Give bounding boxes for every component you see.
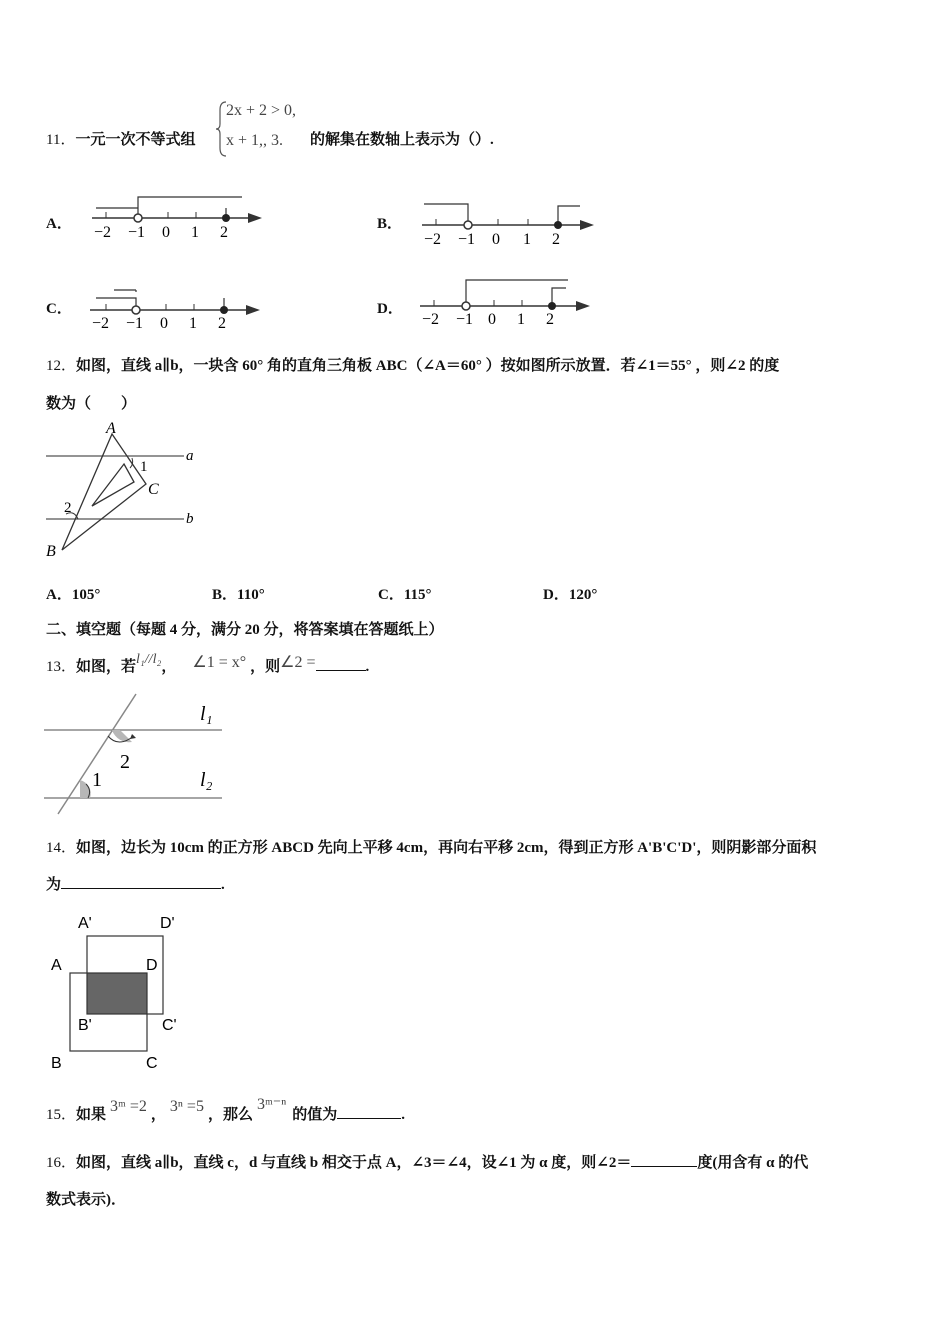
label-C: C xyxy=(146,1055,158,1072)
q13-number: 13． xyxy=(46,659,77,675)
q11-suffix: 的解集在数轴上表示为（）. xyxy=(310,132,494,148)
tick-label: 2 xyxy=(546,311,554,328)
q14-end: . xyxy=(221,877,225,893)
q11-option-d-number-line xyxy=(418,274,598,330)
q11-option-a-number-line xyxy=(90,192,270,242)
tick-label: −1 xyxy=(458,231,476,248)
q11-option-b-label[interactable]: B． xyxy=(377,216,403,232)
q13-comma: ， xyxy=(161,659,177,675)
q16-line2: 数式表示)． xyxy=(46,1192,126,1208)
q12-option-d-value: 120° xyxy=(568,587,598,603)
q11-option-a-label[interactable]: A． xyxy=(46,216,72,232)
q11-system-line1: 2x + 2 > 0, xyxy=(226,102,297,119)
label-B: B xyxy=(46,543,56,560)
q12-option-b[interactable] xyxy=(212,583,265,604)
q11-option-d-label[interactable]: D． xyxy=(377,301,403,317)
q14-answer-blank[interactable] xyxy=(61,874,221,889)
tick-label: −2 xyxy=(92,315,110,332)
q15-number: 15． xyxy=(46,1107,77,1123)
q16-number: 16． xyxy=(46,1155,77,1171)
tick-label: 0 xyxy=(160,315,168,332)
tick-label: 0 xyxy=(488,311,496,328)
tick-label: −2 xyxy=(424,231,442,248)
label-1: 1 xyxy=(140,459,148,475)
q13-cond2: ∠1 = x° xyxy=(192,654,247,671)
label-C-prime: C' xyxy=(162,1017,177,1034)
label-b: b xyxy=(186,511,194,527)
q12-option-d[interactable] xyxy=(543,583,597,604)
q12-option-a-value: 105° xyxy=(71,587,101,603)
q11-number: 11． xyxy=(46,132,76,148)
tick-label: 2 xyxy=(220,224,228,241)
tick-label: 2 xyxy=(552,231,560,248)
q15-comma: ， xyxy=(150,1107,166,1123)
q16-suffix: 度(用含有 α 的代 xyxy=(697,1155,809,1171)
q14-prefix: 为 xyxy=(46,877,62,893)
q11-prefix: 一元一次不等式组 xyxy=(75,132,196,148)
q14-number: 14． xyxy=(46,840,77,856)
q12-number: 12． xyxy=(46,358,77,374)
tick-label: 0 xyxy=(492,231,500,248)
q13-text xyxy=(46,652,370,676)
q14-figure xyxy=(46,908,196,1076)
section-heading: 二、填空题（每题 4 分，满分 20 分，将答案填在答题纸上） xyxy=(46,622,444,638)
label-D-prime: D' xyxy=(160,915,175,932)
q14-stem: 如图，边长为 10cm 的正方形 ABCD 先向上平移 4cm，再向右平移 2cm，得到正方形 A'B'C'D'，则阴影部分面积 xyxy=(76,840,817,856)
q15-expr1: 3ᵐ =2 xyxy=(110,1098,147,1115)
q11-option-c-number-line xyxy=(88,284,268,334)
tick-label: −2 xyxy=(422,311,440,328)
q12-option-d-label: D． xyxy=(543,587,569,603)
label-A-prime: A' xyxy=(78,915,92,932)
q12-line2: 数为（ ） xyxy=(46,396,137,412)
q13-mid: ，则 xyxy=(250,659,281,675)
label-A: A xyxy=(51,957,62,974)
label-B: B xyxy=(51,1055,62,1072)
q15-answer-blank[interactable] xyxy=(337,1104,401,1119)
q11-option-b-number-line xyxy=(420,198,600,248)
label-2: 2 xyxy=(120,751,130,773)
q13-end: . xyxy=(365,659,370,675)
q12-stem: 如图，直线 a∥b，一块含 60° 角的直角三角板 ABC（∠A＝60° ）按如图所示放置．若∠1＝55° ，则∠2 的度 xyxy=(76,358,780,374)
q11-text xyxy=(46,128,195,149)
q15-text xyxy=(46,1096,406,1124)
label-B-prime: B' xyxy=(78,1017,92,1034)
q14-line2 xyxy=(46,873,225,894)
q13-figure xyxy=(44,692,234,818)
q11-system-line2: x + 1,, 3. xyxy=(226,132,284,149)
tick-label: −1 xyxy=(128,224,146,241)
q15-end: . xyxy=(401,1107,406,1123)
tick-label: 1 xyxy=(523,231,531,248)
q12-line1 xyxy=(46,354,779,375)
q13-answer-blank[interactable] xyxy=(316,656,366,671)
q12-option-b-label: B． xyxy=(212,587,238,603)
label-a: a xyxy=(186,448,194,464)
q15-suffix: 的值为 xyxy=(292,1107,338,1123)
q15-mid: ，那么 xyxy=(207,1107,253,1123)
q14-line1 xyxy=(46,836,816,857)
q16-stem: 如图，直线 a∥b，直线 c，d 与直线 b 相交于点 A，∠3＝∠4，设∠1 为 α 度，则∠2＝ xyxy=(76,1155,632,1171)
q15-expr2: 3ⁿ =5 xyxy=(169,1098,204,1115)
q12-option-a[interactable] xyxy=(46,583,100,604)
q12-option-c-label: C． xyxy=(378,587,404,603)
q16-line1 xyxy=(46,1151,808,1172)
tick-label: 1 xyxy=(189,315,197,332)
label-D: D xyxy=(146,957,158,974)
tick-label: 1 xyxy=(517,311,525,328)
tick-label: 0 xyxy=(162,224,170,241)
tick-label: 2 xyxy=(218,315,226,332)
q12-option-b-value: 110° xyxy=(237,587,265,603)
q13-cond1: l₁//l₂ xyxy=(136,652,162,667)
q12-option-a-label: A． xyxy=(46,587,72,603)
label-A: A xyxy=(106,420,116,437)
q13-prefix: 如图，若 xyxy=(76,659,137,675)
label-C: C xyxy=(148,481,159,498)
tick-label: −1 xyxy=(126,315,144,332)
q12-option-c[interactable] xyxy=(378,583,432,604)
label-2: 2 xyxy=(64,500,72,516)
q12-option-c-value: 115° xyxy=(403,587,432,603)
label-l1: l₁ xyxy=(200,703,213,725)
tick-label: 1 xyxy=(191,224,199,241)
q13-ask: ∠2 = xyxy=(280,654,316,671)
q16-answer-blank[interactable] xyxy=(631,1152,697,1167)
tick-label: −2 xyxy=(94,224,112,241)
q15-expr3: 3ᵐ⁻ⁿ xyxy=(256,1096,287,1113)
q12-figure xyxy=(44,418,204,560)
q11-option-c-label[interactable]: C． xyxy=(46,301,72,317)
label-1: 1 xyxy=(92,769,102,791)
q15-prefix: 如果 xyxy=(76,1107,107,1123)
label-l2: l₂ xyxy=(200,769,213,791)
tick-label: −1 xyxy=(456,311,474,328)
